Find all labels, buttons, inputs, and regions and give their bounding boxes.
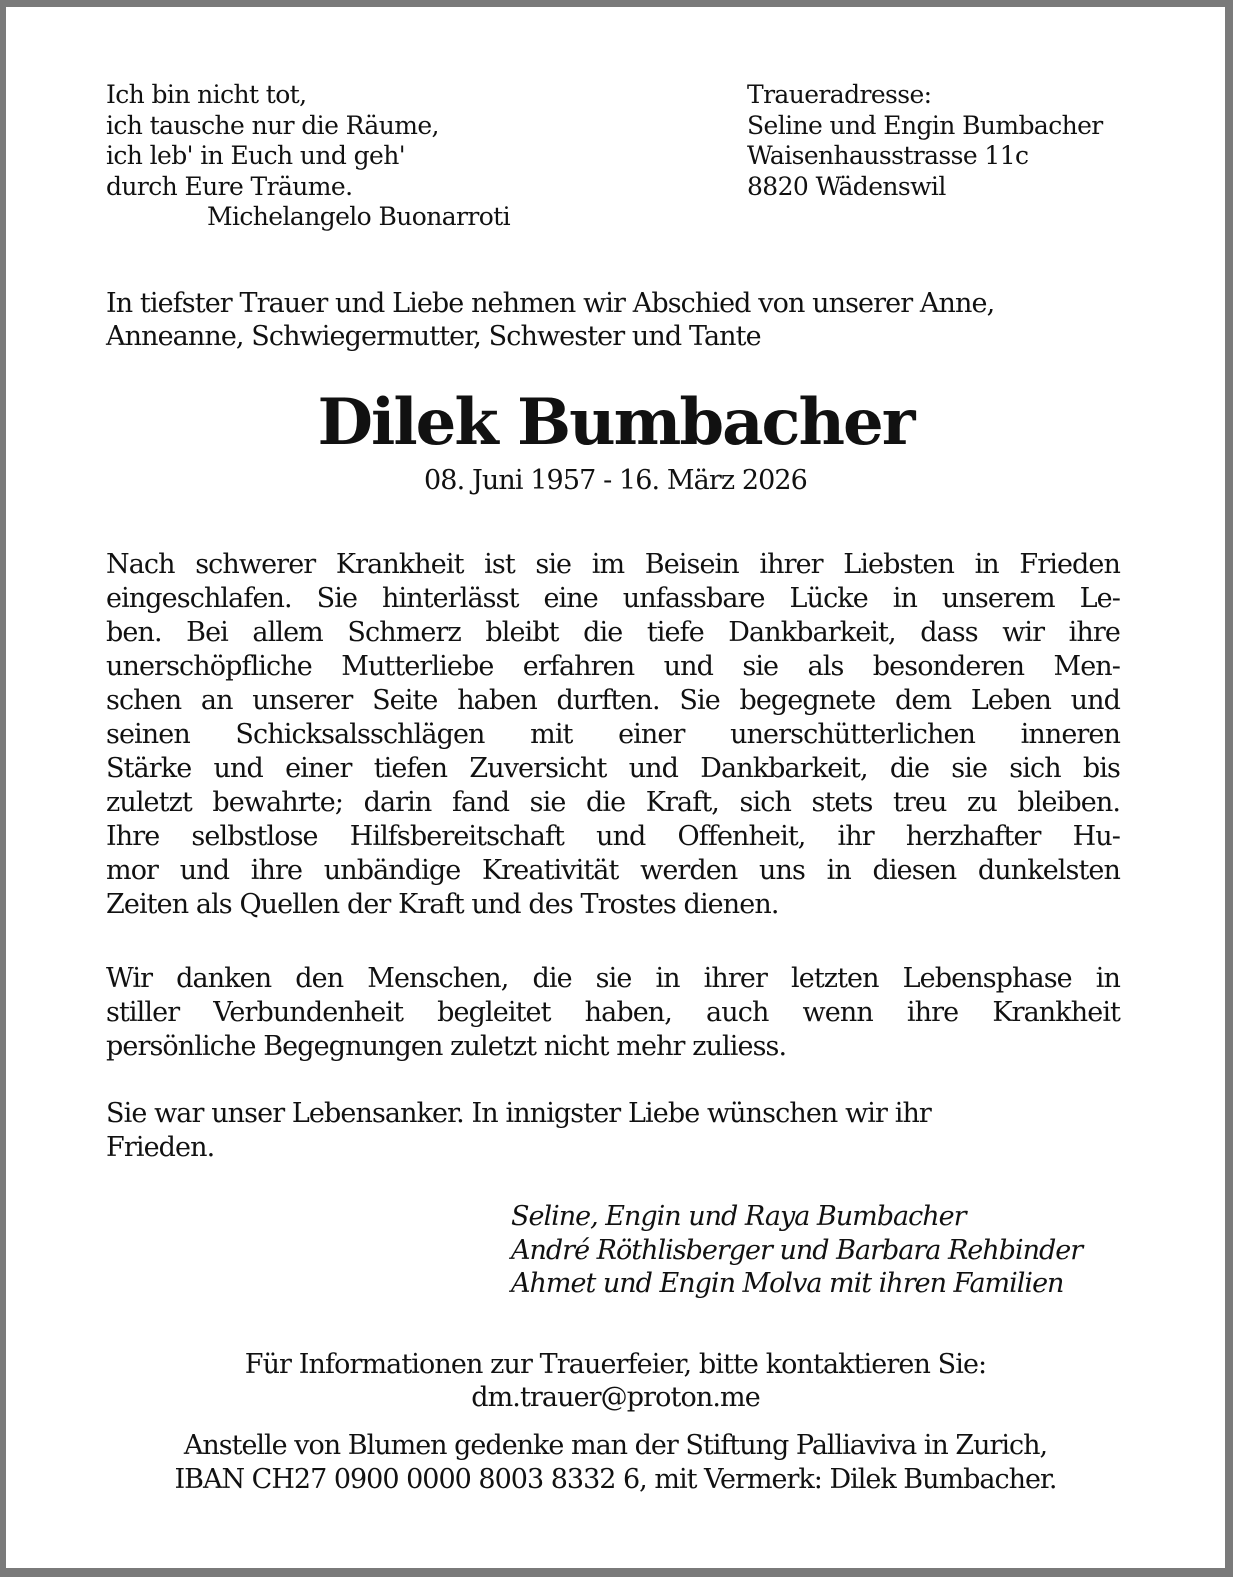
signer: Ahmet und Engin Molva mit ihren Familien (511, 1268, 1064, 1299)
paragraph-tribute (106, 548, 1120, 922)
ceremony-info (6, 1348, 1225, 1414)
paragraph-line: Nach schwerer Krankheit ist sie im Beisein ihrer Liebsten in Frieden (106, 549, 1120, 580)
deceased-name: Dilek Bumbacher (317, 385, 914, 460)
paragraph-farewell (106, 1097, 1120, 1165)
mourning-address (747, 80, 1103, 202)
address-city: 8820 Wädenswil (747, 171, 946, 201)
poem-line: ich leb' in Euch und geh' (106, 141, 406, 170)
signer: André Röthlisberger und Barbara Rehbinder (511, 1234, 1083, 1266)
poem-line: durch Eure Träume. (106, 171, 353, 201)
paragraph-line: schen an unserer Seite haben durften. Sie begegnete dem Leben und (106, 685, 1120, 716)
contact-email-link[interactable]: dm.trauer@proton.me (471, 1382, 760, 1413)
paragraph-line: Zeiten als Quellen der Kraft und des Trostes dienen. (106, 889, 779, 920)
obituary-page (6, 7, 1225, 1568)
contact-text: Für Informationen zur Trauerfeier, bitte kontaktieren Sie: (244, 1349, 987, 1380)
paragraph-line: Stärke und einer tiefen Zuversicht und Dankbarkeit, die sie sich bis (106, 753, 1120, 784)
paragraph-line: Wir danken den Menschen, die sie in ihrer letzten Lebensphase in (106, 963, 1120, 994)
paragraph-line: Ihre selbstlose Hilfsbereitschaft und Offenheit, ihr herzhafter Hu- (106, 821, 1120, 852)
paragraph-line: Sie war unser Lebensanker. In innigster Liebe wünschen wir ihr (106, 1098, 931, 1129)
poem-line: ich tausche nur die Räume, (106, 110, 439, 140)
paragraph-line: zuletzt bewahrte; darin fand sie die Kraft, sich stets treu zu bleiben. (106, 787, 1120, 818)
paragraph-line: unerschöpfliche Mutterliebe erfahren und sie als besonderen Men- (106, 651, 1120, 682)
life-dates: 08. Juni 1957 - 16. März 2026 (424, 465, 807, 496)
paragraph-line: eingeschlafen. Sie hinterlässt eine unfassbare Lücke in unserem Le- (106, 583, 1120, 614)
intro-text: In tiefster Trauer und Liebe nehmen wir Abschied von unserer Anne, Anneanne, Schwiegermutter, Schwester und Tante (106, 288, 995, 352)
paragraph-thanks (106, 962, 1120, 1064)
donation-info (6, 1429, 1225, 1497)
paragraph-line: persönliche Begegnungen zuletzt nicht mehr zuliess. (106, 1031, 787, 1062)
paragraph-line: seinen Schicksalsschlägen mit einer unerschütterlichen inneren (106, 719, 1120, 750)
poem-line: Ich bin nicht tot, (106, 80, 307, 109)
paragraph-line: stiller Verbundenheit begleitet haben, auch wenn ihre Krankheit (106, 997, 1120, 1028)
paragraph-line: ben. Bei allem Schmerz bleibt die tiefe Dankbarkeit, dass wir ihre (106, 617, 1120, 648)
donation-iban-line: IBAN CH27 0900 0000 8003 8332 6, mit Vermerk: Dilek Bumbacher. (174, 1464, 1057, 1495)
donation-line: Anstelle von Blumen gedenke man der Stiftung Palliaviva in Zurich, (183, 1430, 1048, 1461)
address-street: Waisenhausstrasse 11c (747, 141, 1029, 170)
address-label: Traueradresse: (747, 80, 932, 109)
paragraph-line: Frieden. (106, 1132, 215, 1163)
poem-author: Michelangelo Buonarroti (207, 202, 511, 231)
paragraph-line: mor und ihre unbändige Kreativität werden uns in diesen dunkelsten (106, 855, 1120, 886)
signer: Seline, Engin und Raya Bumbacher (511, 1201, 966, 1232)
address-name: Seline und Engin Bumbacher (747, 110, 1103, 140)
signers (511, 1200, 1082, 1301)
poem (106, 80, 510, 233)
